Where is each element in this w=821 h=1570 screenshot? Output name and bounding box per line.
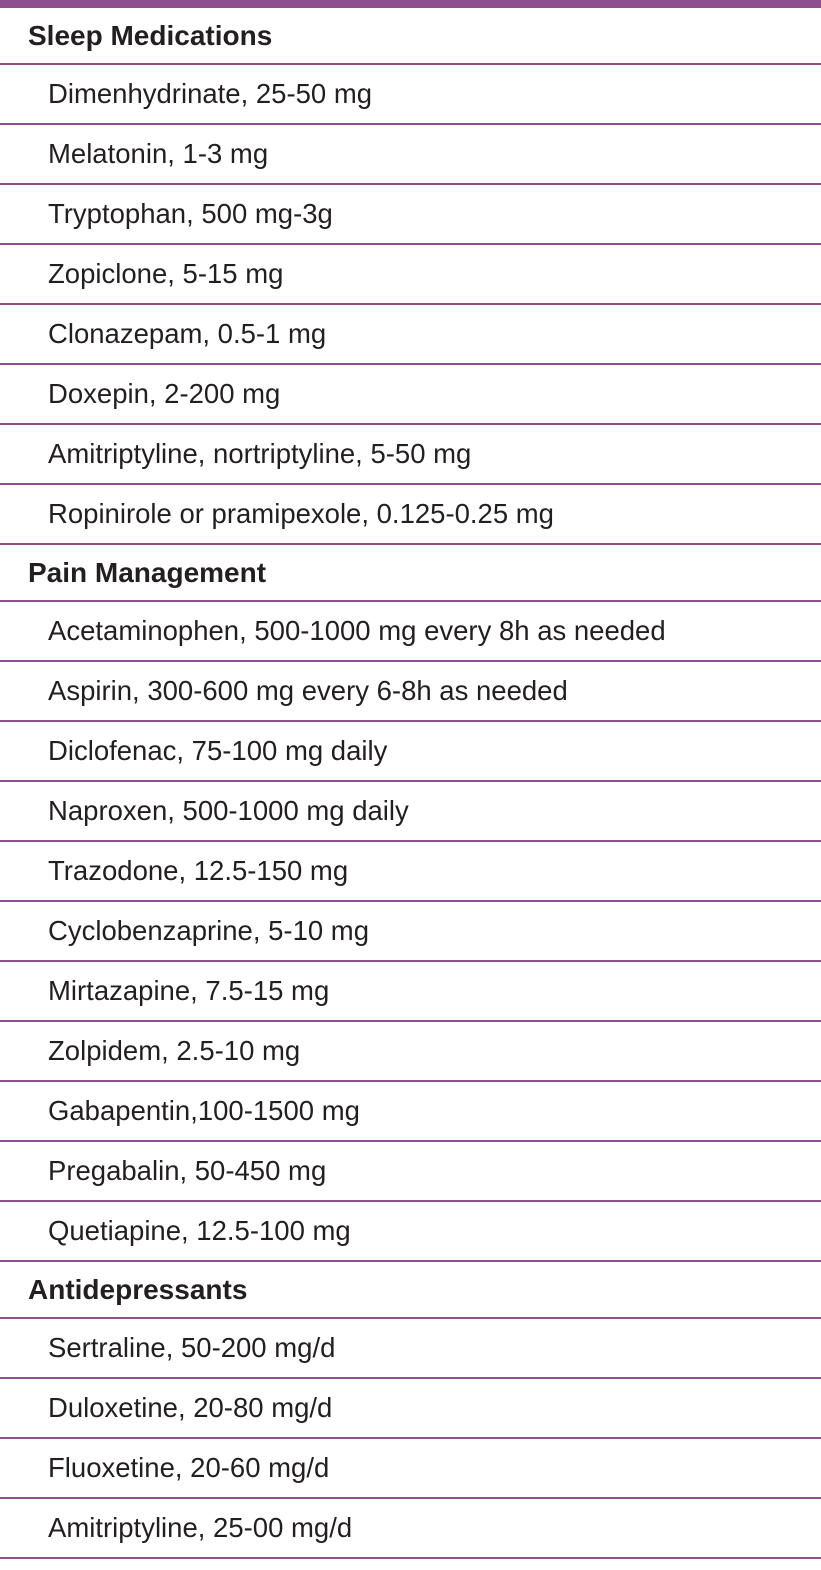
table-row: Naproxen, 500-1000 mg daily — [0, 782, 821, 842]
table-row: Zolpidem, 2.5-10 mg — [0, 1022, 821, 1082]
table-row: Sertraline, 50-200 mg/d — [0, 1319, 821, 1379]
table-row: Duloxetine, 20-80 mg/d — [0, 1379, 821, 1439]
table-row: Mirtazapine, 7.5-15 mg — [0, 962, 821, 1022]
table-row: Melatonin, 1-3 mg — [0, 125, 821, 185]
section-header-sleep-medications: Sleep Medications — [0, 8, 821, 65]
section-header-pain-management: Pain Management — [0, 545, 821, 602]
table-row: Diclofenac, 75-100 mg daily — [0, 722, 821, 782]
table-row: Quetiapine, 12.5-100 mg — [0, 1202, 821, 1262]
table-row: Tryptophan, 500 mg-3g — [0, 185, 821, 245]
table-row: Dimenhydrinate, 25-50 mg — [0, 65, 821, 125]
table-row: Aspirin, 300-600 mg every 6-8h as needed — [0, 662, 821, 722]
table-row: Pregabalin, 50-450 mg — [0, 1142, 821, 1202]
table-row: Ropinirole or pramipexole, 0.125-0.25 mg — [0, 485, 821, 545]
table-row: Zopiclone, 5-15 mg — [0, 245, 821, 305]
table-row: Amitriptyline, nortriptyline, 5-50 mg — [0, 425, 821, 485]
table-row: Acetaminophen, 500-1000 mg every 8h as needed — [0, 602, 821, 662]
table-row: Clonazepam, 0.5-1 mg — [0, 305, 821, 365]
table-row: Doxepin, 2-200 mg — [0, 365, 821, 425]
table-row: Gabapentin,100-1500 mg — [0, 1082, 821, 1142]
table-row: Fluoxetine, 20-60 mg/d — [0, 1439, 821, 1499]
table-row: Trazodone, 12.5-150 mg — [0, 842, 821, 902]
section-header-antidepressants: Antidepressants — [0, 1262, 821, 1319]
table-row: Amitriptyline, 25-00 mg/d — [0, 1499, 821, 1559]
table-row: Cyclobenzaprine, 5-10 mg — [0, 902, 821, 962]
